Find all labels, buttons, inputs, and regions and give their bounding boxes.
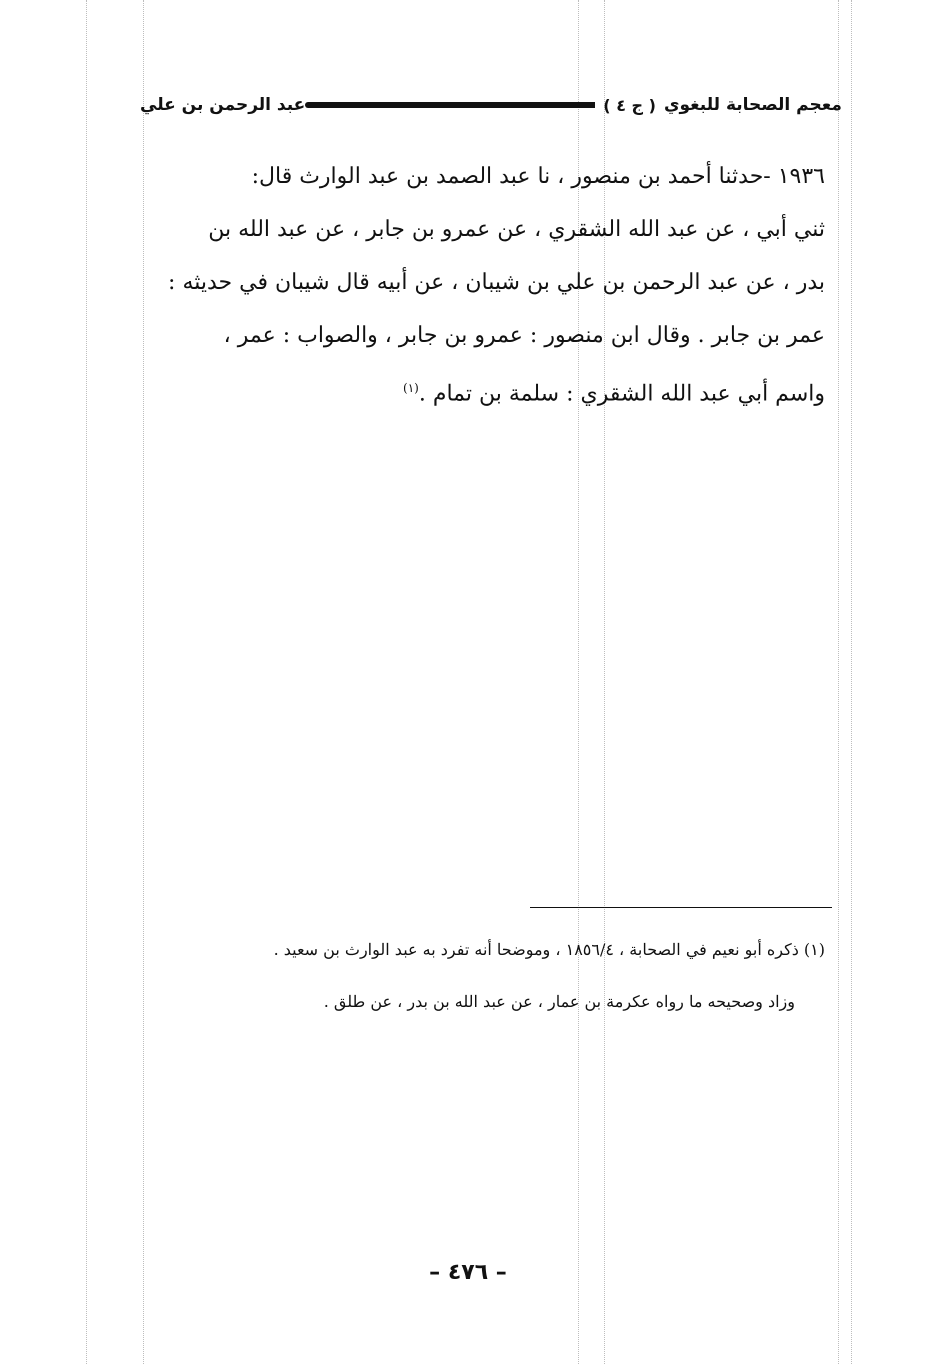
footnote-line: وزاد وصحيحه ما رواه عكرمة بن عمار ، عن عبد الله بن بدر ، عن طلق . bbox=[323, 992, 795, 1011]
book-title: معجم الصحابة للبغوي bbox=[663, 95, 842, 115]
scan-artifact-line bbox=[838, 0, 839, 1364]
header-title-group bbox=[305, 95, 842, 115]
footnote-separator bbox=[530, 907, 832, 908]
text-line: ١٩٣٦ -حدثنا أحمد بن منصور ، نا عبد الصمد بن عبد الوارث قال: bbox=[251, 164, 825, 189]
page-header bbox=[140, 88, 842, 122]
page-number: – ٤٧٦ – bbox=[429, 1260, 507, 1285]
text-line-last bbox=[135, 362, 825, 420]
section-title: عبد الرحمن بن علي bbox=[140, 95, 306, 115]
footnotes bbox=[110, 924, 825, 1028]
scan-artifact-line bbox=[851, 0, 852, 1364]
volume-label: ( ج ٤ ) bbox=[603, 95, 656, 115]
text-line: عمر بن جابر . وقال ابن منصور : عمرو بن جابر ، والصواب : عمر ، bbox=[223, 323, 825, 348]
footnote-line: (١) ذكره أبو نعيم في الصحابة ، ١٨٥٦/٤ ، وموضحا أنه تفرد به عبد الوارث بن سعيد . bbox=[273, 940, 825, 959]
text-line: بدر ، عن عبد الرحمن بن علي بن شيبان ، عن أبيه قال شيبان في حديثه : bbox=[168, 270, 825, 295]
text-line: ثني أبي ، عن عبد الله الشقري ، عن عمرو بن جابر ، عن عبد الله بن bbox=[208, 217, 825, 242]
scan-artifact-line bbox=[86, 0, 87, 1364]
text-line: واسم أبي عبد الله الشقري : سلمة بن تمام . bbox=[418, 381, 825, 407]
hadith-text bbox=[135, 150, 825, 420]
footnote-reference: (١) bbox=[403, 381, 419, 395]
header-rule bbox=[305, 102, 595, 108]
